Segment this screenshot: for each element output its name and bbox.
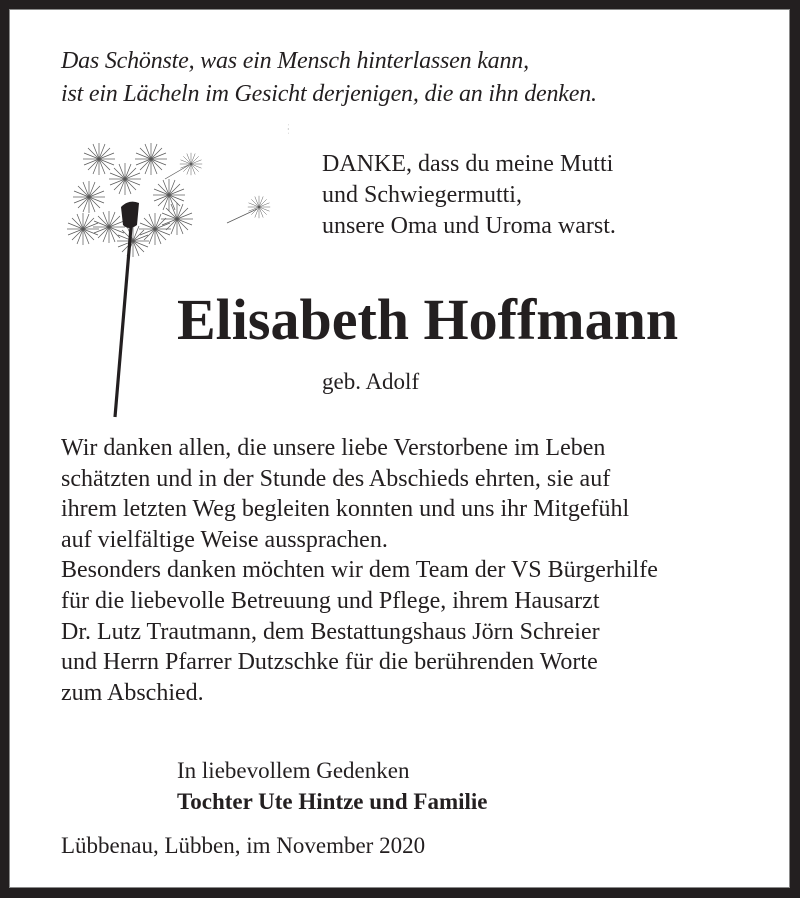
body-line: für die liebevolle Betreuung und Pflege, ihrem Hausarzt	[61, 587, 600, 614]
body-line: zum Abschied.	[61, 679, 204, 706]
body-line: ihrem letzten Weg begleiten konnten und uns ihr Mitgefühl	[61, 496, 630, 523]
obituary-notice	[9, 9, 790, 888]
thanks-line: unsere Oma und Uroma warst.	[322, 213, 616, 239]
body-line: auf vielfältige Weise aussprachen.	[61, 526, 388, 553]
acknowledgement-text	[61, 433, 658, 708]
body-line: Besonders danken möchten wir dem Team der VS Bürgerhilfe	[61, 557, 658, 584]
maiden-name: geb. Adolf	[322, 369, 420, 394]
body-line: und Herrn Pfarrer Dutzschke für die berührenden Worte	[61, 649, 598, 676]
thanks-line: DANKE, dass du meine Mutti	[322, 151, 614, 177]
dandelion-icon	[59, 99, 289, 419]
thanks-line: und Schwiegermutti,	[322, 182, 522, 208]
quote-line: ist ein Lächeln im Gesicht derjenigen, die an ihn denken.	[61, 81, 597, 107]
deceased-name: Elisabeth Hoffmann	[177, 287, 679, 352]
quote-line: Das Schönste, was ein Mensch hinterlassen kann,	[61, 48, 529, 74]
place-date: Lübbenau, Lübben, im November 2020	[61, 833, 426, 858]
thanks-message	[322, 149, 616, 242]
body-line: schätzten und in der Stunde des Abschieds ehrten, sie auf	[61, 465, 611, 492]
closing-line: In liebevollem Gedenken	[177, 758, 410, 783]
body-line: Wir danken allen, die unsere liebe Verstorbene im Leben	[61, 435, 606, 461]
closing-block	[177, 755, 487, 817]
body-line: Dr. Lutz Trautmann, dem Bestattungshaus Jörn Schreier	[61, 618, 600, 645]
signed-by: Tochter Ute Hintze und Familie	[177, 789, 488, 814]
